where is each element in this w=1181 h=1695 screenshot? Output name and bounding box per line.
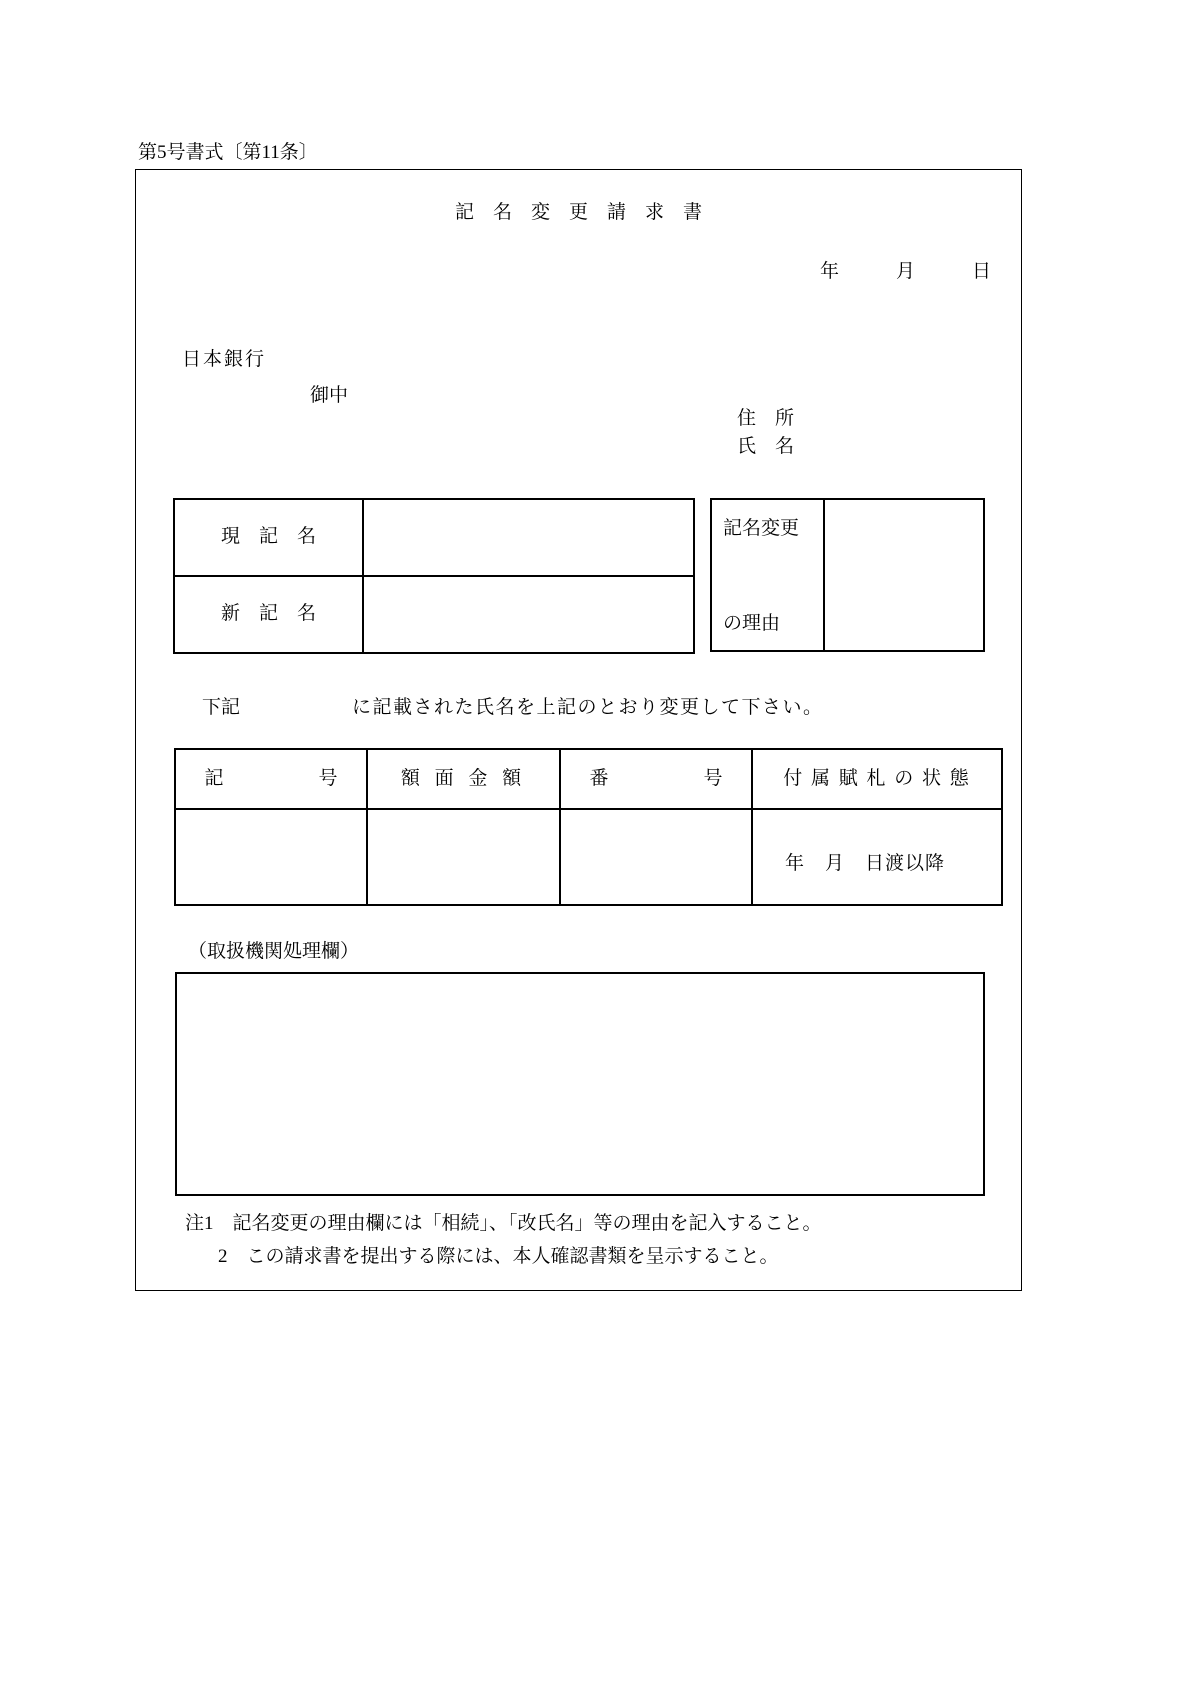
header-symbol: 記 号 [175,749,367,809]
applicant-name-label: 氏 名 [737,436,795,457]
instruction-prefix: 下記 [202,697,241,718]
coupon-state-field[interactable]: 年 月 日渡以降 [752,809,1002,905]
securities-data-row [175,809,1002,905]
name-change-table [173,498,695,654]
securities-table [174,748,1003,906]
note-2: 2 この請求書を提出する際には、本人確認書類を呈示すること。 [218,1245,779,1267]
date-line: 年 月 日 [819,261,991,282]
note-1: 注1 記名変更の理由欄には「相続」、「改氏名」等の理由を記入すること。 [185,1213,822,1234]
processing-box[interactable] [175,972,985,1196]
reason-label-line1: 記名変更 [723,518,800,539]
number-field[interactable] [560,809,752,905]
securities-header-row [175,749,1002,809]
new-name-label: 新 記 名 [174,576,363,653]
instruction-line [202,697,824,720]
reason-label-line2: の理由 [723,613,781,635]
instruction-blank-field[interactable] [240,712,352,713]
current-name-label: 現 記 名 [174,499,363,576]
addressee-bank: 日本銀行 [182,349,267,370]
header-number: 番 号 [560,749,752,809]
processing-section-label: （取扱機関処理欄） [188,941,360,962]
notes [185,1213,822,1269]
form-border [135,169,1022,1291]
addressee-honorific: 御中 [310,385,349,406]
reason-field[interactable] [825,500,983,650]
table-row [174,576,694,653]
applicant-address-label: 住 所 [737,408,795,429]
table-row [174,499,694,576]
reason-label [712,500,825,650]
instruction-suffix: に記載された氏名を上記のとおり変更して下さい。 [352,697,824,718]
reason-table [710,498,985,652]
form-number: 第5号書式〔第11条〕 [138,142,318,163]
header-face-value: 額 面 金 額 [367,749,560,809]
header-coupon-state: 付 属 賦 札 の 状 態 [752,749,1002,809]
face-value-field[interactable] [367,809,560,905]
form-title: 記 名 変 更 請 求 書 [454,202,702,223]
current-name-field[interactable] [363,499,694,576]
symbol-field[interactable] [175,809,367,905]
new-name-field[interactable] [363,576,694,653]
